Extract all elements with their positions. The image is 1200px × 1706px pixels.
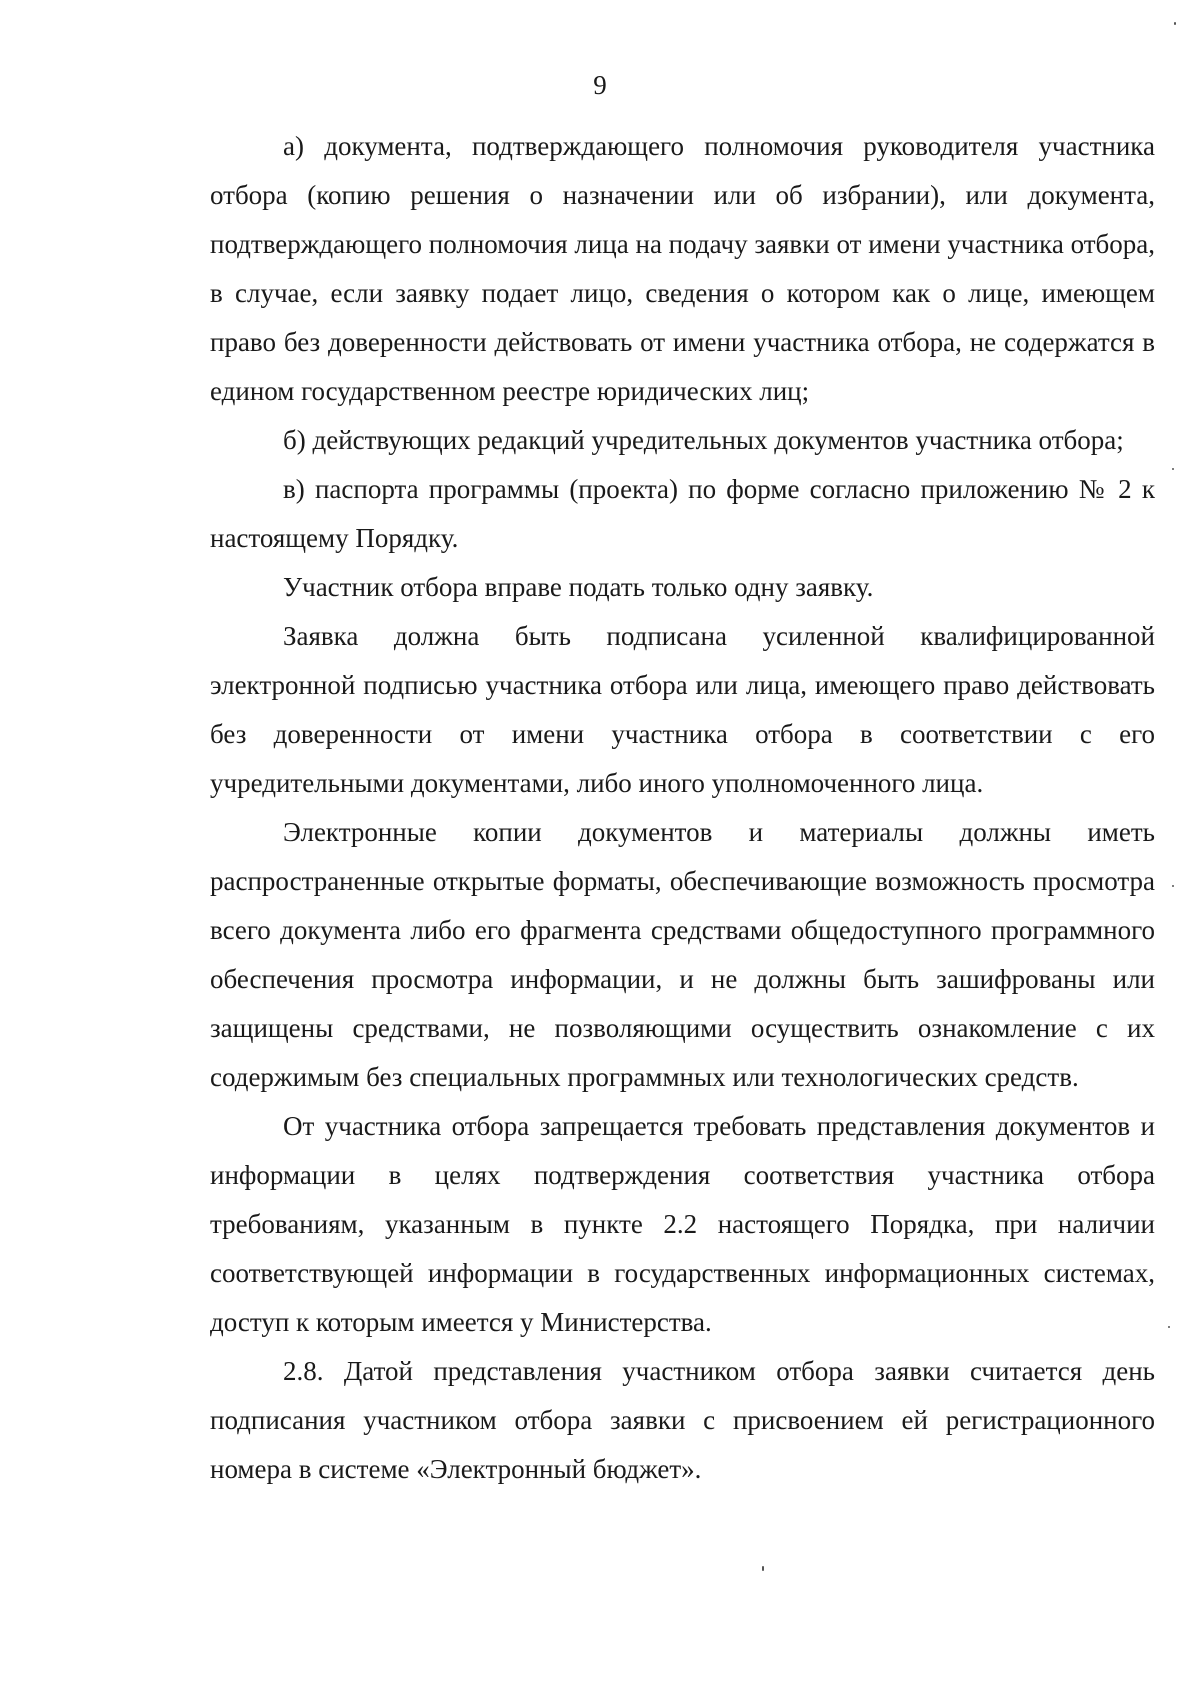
paragraph-2-8-submission-date: 2.8. Датой представления участником отбора заявки считается день подписания участником отбора заявки с присвоением ей регистрационного номера в системе «Электронный бюджет». — [210, 1356, 1155, 1484]
page-number: 9 — [593, 70, 607, 100]
paragraph-electronic-copies: Электронные копии документов и материалы должны иметь распространенные открытые форматы, обеспечивающие возможность просмотра всего документа либо его фрагмента средствами общедоступного программного обеспечения просмотра информации, и не должны быть зашифрованы или защищены средствами, не позволяющими осуществить ознакомление с их содержимым без специальных программных или технологических средств. — [210, 817, 1155, 1092]
paragraph-prohibition: От участника отбора запрещается требовать представления документов и информации в целях подтверждения соответствия участника отбора требованиям, указанным в пункте 2.2 настоящего Порядка, при наличии соответствующей информации в государственных информационных системах, доступ к которым имеется у Министерства. — [210, 1111, 1155, 1337]
paragraph-b-charter: б) действующих редакций учредительных документов участника отбора; — [283, 425, 1124, 455]
document-body — [210, 122, 1155, 1494]
scan-speck — [1168, 1326, 1170, 1328]
scan-speck — [1174, 22, 1176, 25]
paragraph-v-passport: в) паспорта программы (проекта) по форме согласно приложению № 2 к настоящему Порядку. — [210, 474, 1155, 553]
paragraph-a-documents: а) документа, подтверждающего полномочия руководителя участника отбора (копию решения о назначении или об избрании), или документа, подтверждающего полномочия лица на подачу заявки от имени участника отбора, в случае, если заявку подает лицо, сведения о котором как о лице, имеющем право без доверенности действовать от имени участника отбора, не содержатся в едином государственном реестре юридических лиц; — [210, 131, 1155, 406]
scan-speck — [1172, 885, 1174, 887]
scan-speck — [1172, 468, 1174, 470]
scan-speck — [762, 1566, 764, 1571]
paragraph-signature: Заявка должна быть подписана усиленной квалифицированной электронной подписью участника отбора или лица, имеющего право действовать без доверенности от имени участника отбора в соответствии с его учредительными документами, либо иного уполномоченного лица. — [210, 621, 1155, 798]
paragraph-single-application: Участник отбора вправе подать только одну заявку. — [283, 572, 874, 602]
